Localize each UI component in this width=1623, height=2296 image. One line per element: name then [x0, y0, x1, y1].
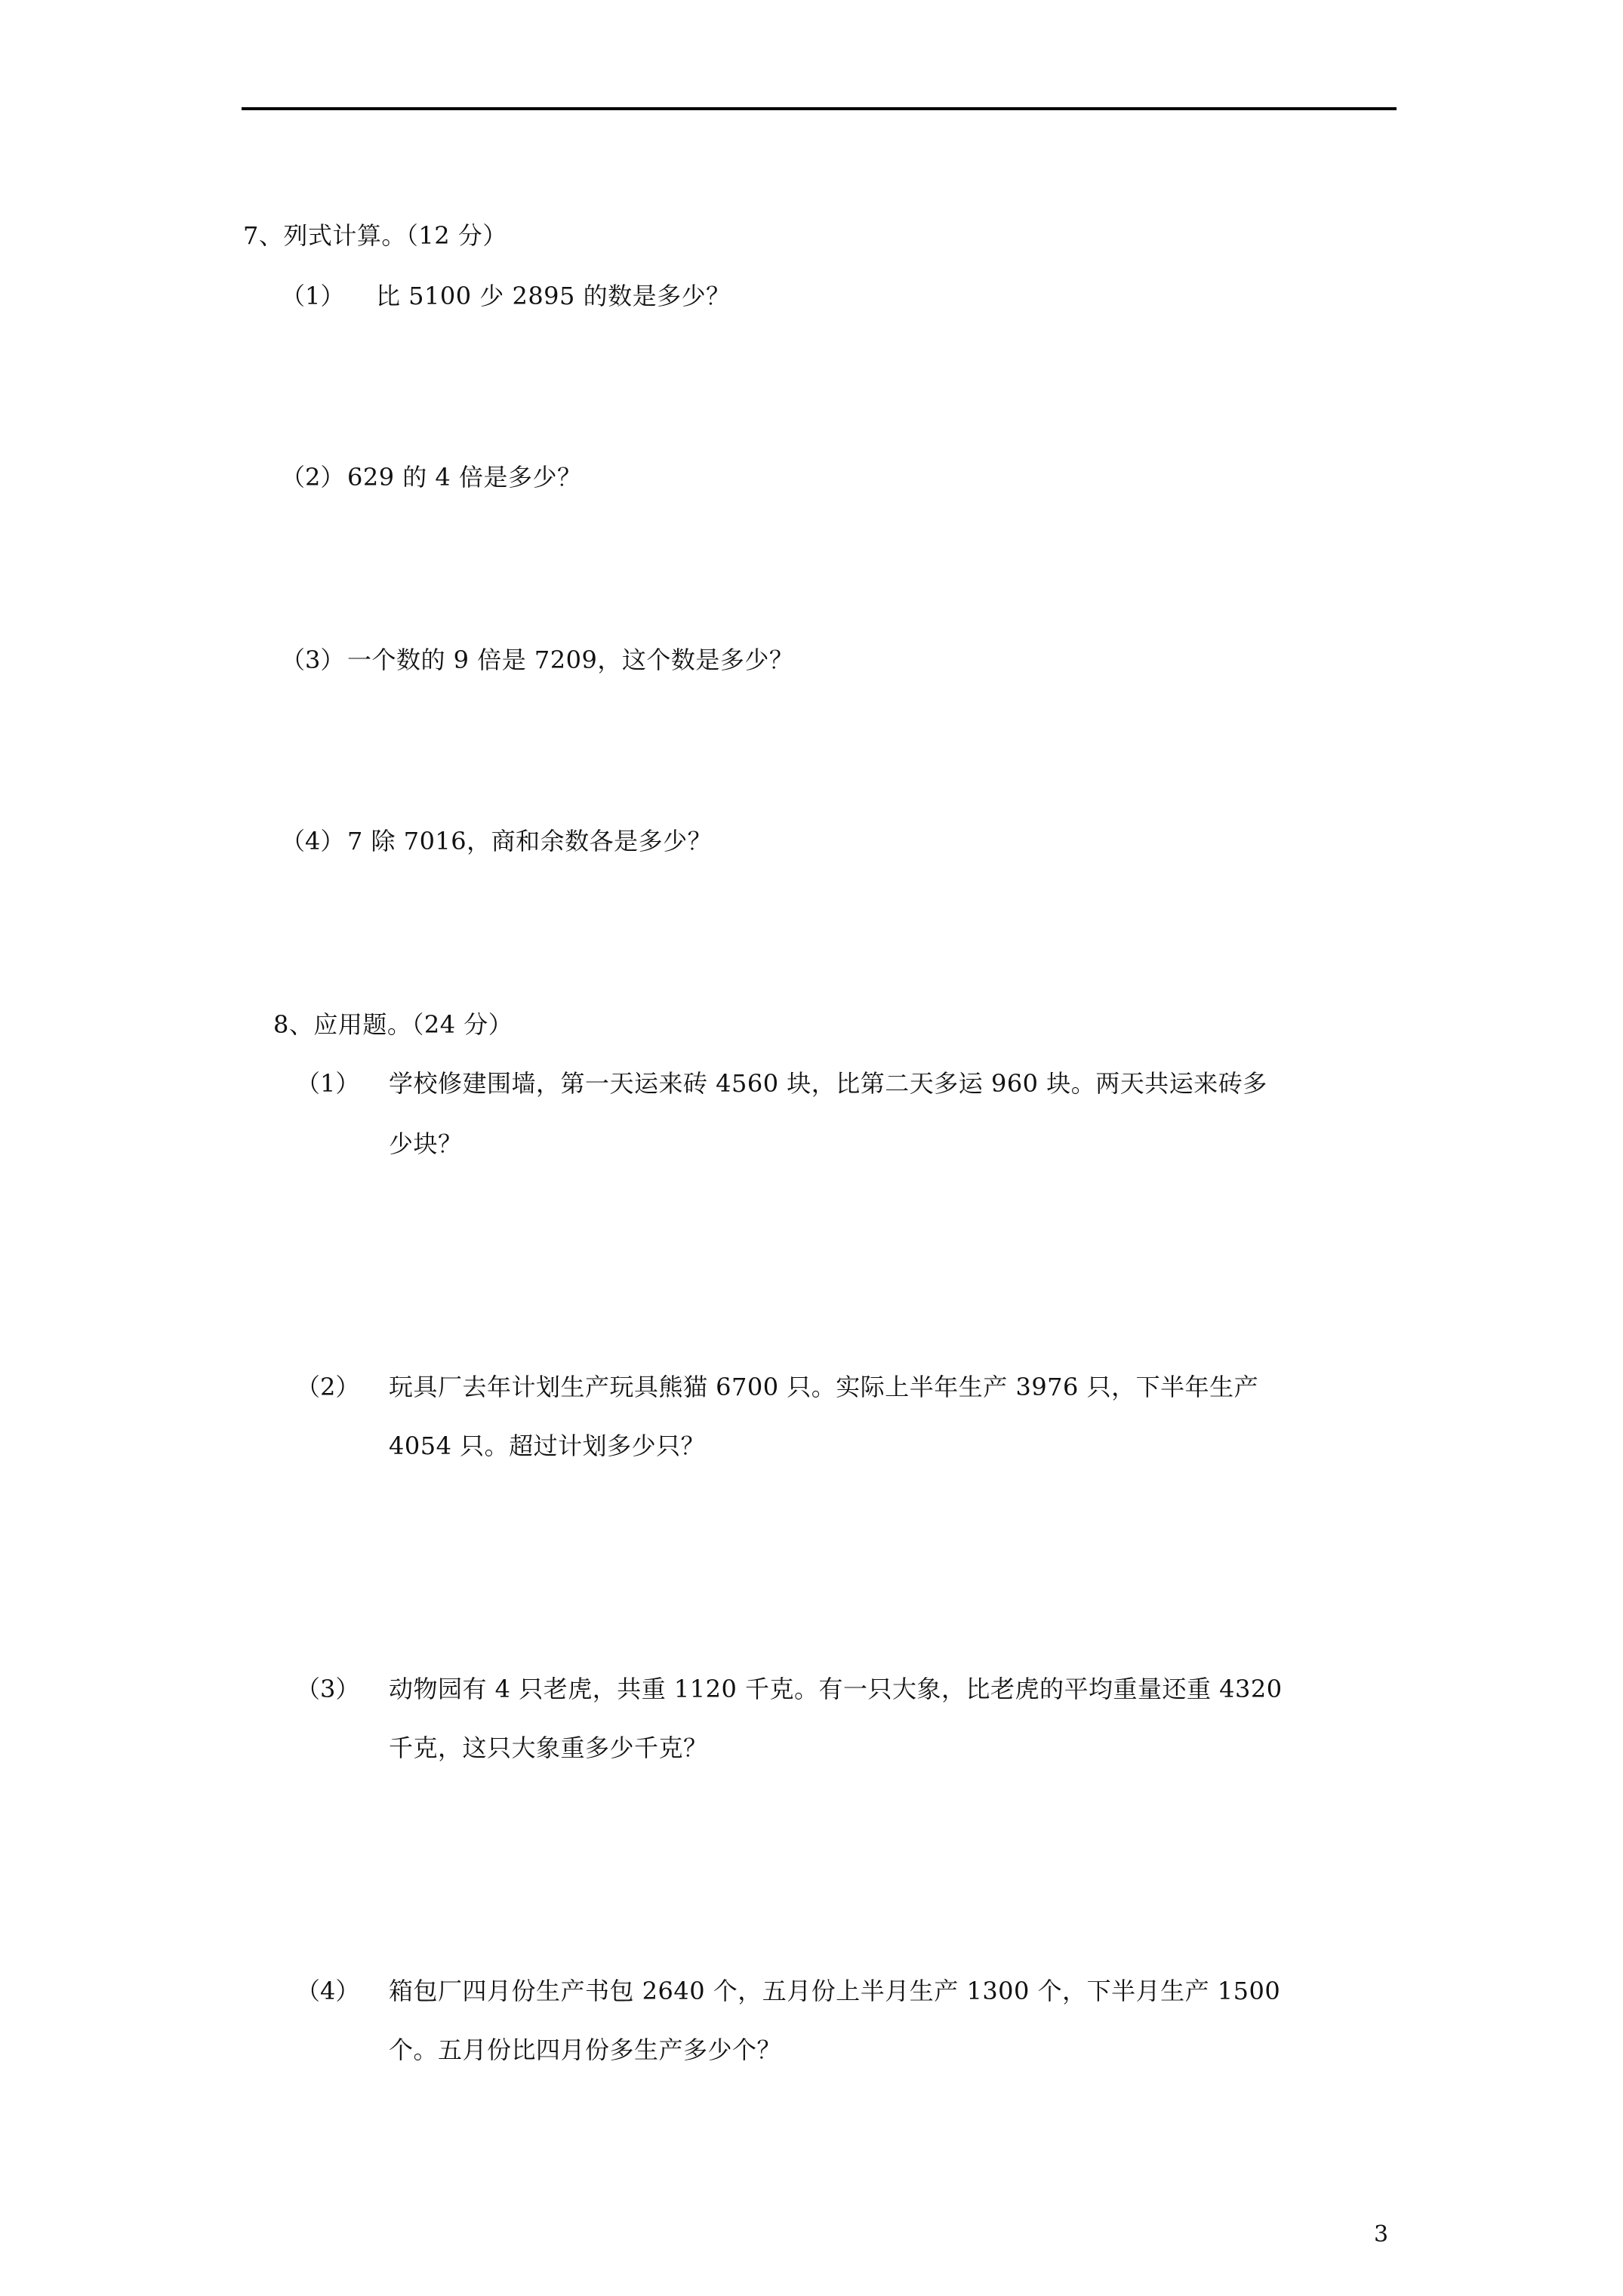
header-rule	[242, 107, 1397, 110]
q8-4-line2: 个。五月份比四月份多生产多少个？	[389, 2036, 782, 2064]
q7-3-number: （3）	[281, 646, 345, 674]
q8-2-line2: 4054 只。超过计划多少只？	[389, 1432, 706, 1460]
q8-2-number: （2）	[296, 1373, 360, 1401]
q8-3-line1: 动物园有 4 只老虎，共重 1120 千克。有一只大象，比老虎的平均重量还重 4320	[389, 1675, 1283, 1703]
q7-1-number: （1）	[281, 282, 345, 310]
section-7-heading: 7、列式计算。（12 分）	[243, 221, 507, 250]
q8-3-number: （3）	[296, 1675, 360, 1703]
q7-1-text: 比 5100 少 2895 的数是多少？	[376, 282, 731, 310]
q8-3-line2: 千克，这只大象重多少千克？	[389, 1734, 708, 1762]
q8-1-line2: 少块？	[389, 1130, 463, 1158]
q7-3-text: 一个数的 9 倍是 7209，这个数是多少？	[347, 646, 794, 674]
page-number: 3	[1374, 2221, 1389, 2248]
q7-2-number: （2）	[281, 463, 345, 492]
q8-2-line1: 玩具厂去年计划生产玩具熊猫 6700 只。实际上半年生产 3976 只，下半年生产	[389, 1373, 1259, 1401]
q8-1-line1: 学校修建围墙，第一天运来砖 4560 块，比第二天多运 960 块。两天共运来砖多	[389, 1069, 1267, 1098]
q7-2-text: 629 的 4 倍是多少？	[347, 463, 582, 492]
q7-4-number: （4）	[281, 827, 345, 855]
q7-4-text: 7 除 7016，商和余数各是多少？	[347, 827, 713, 855]
q8-4-number: （4）	[296, 1977, 360, 2005]
q8-4-line1: 箱包厂四月份生产书包 2640 个，五月份上半月生产 1300 个，下半月生产 1500	[389, 1977, 1281, 2005]
q8-1-number: （1）	[296, 1069, 360, 1098]
section-8-heading: 8、应用题。（24 分）	[273, 1010, 513, 1039]
